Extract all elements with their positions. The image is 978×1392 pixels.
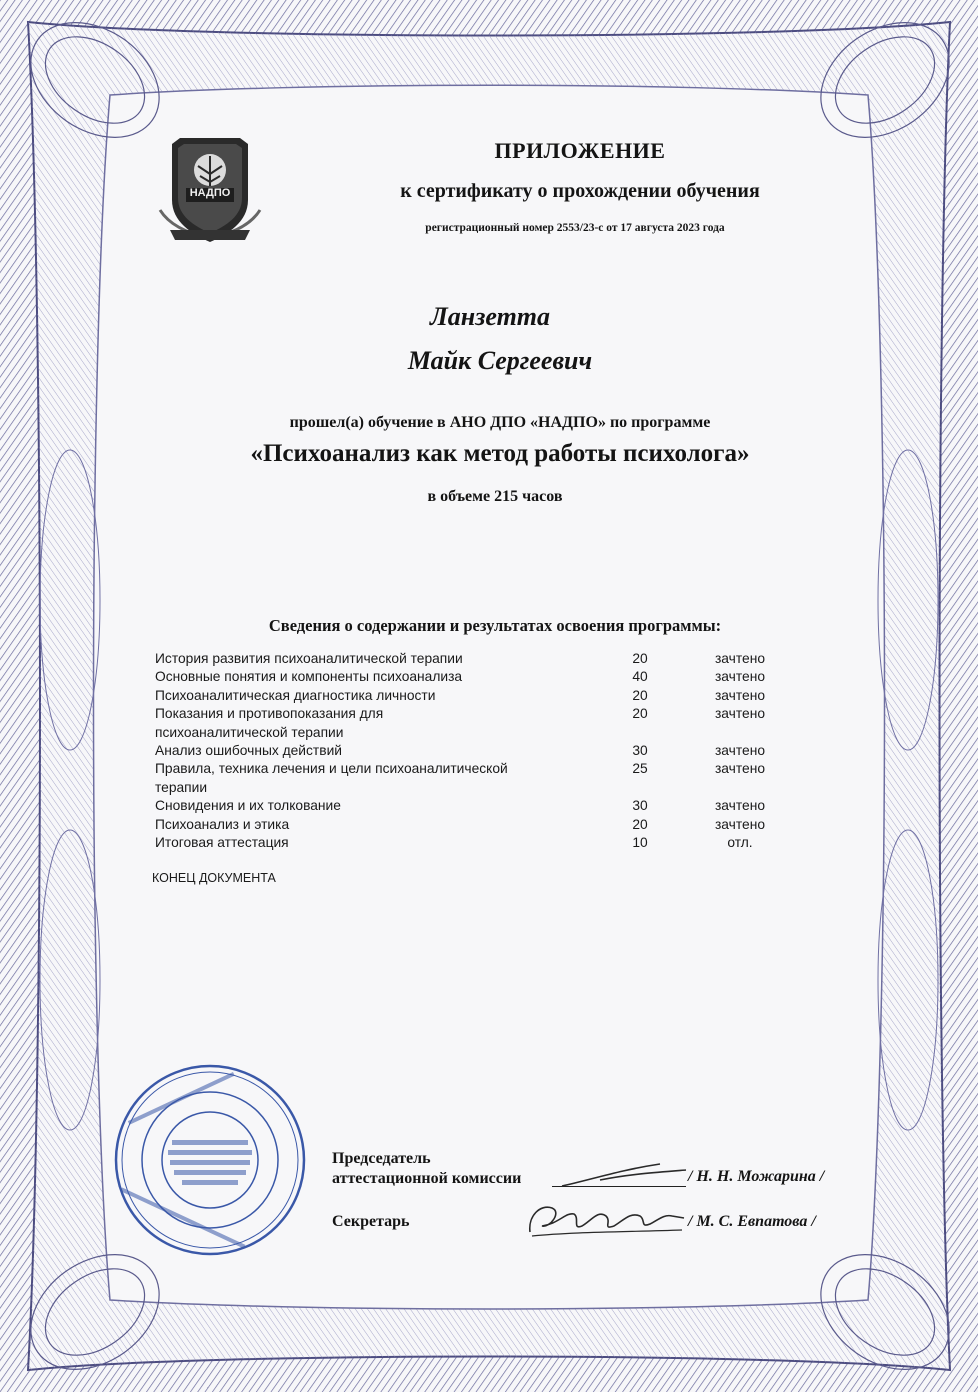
table-row (155, 650, 795, 668)
module-result: зачтено (714, 651, 765, 666)
module-result: зачтено (714, 687, 765, 703)
module-name: Психоанализ и этика (155, 816, 290, 832)
module-name-line2: терапии (155, 779, 208, 795)
module-hours: 10 (632, 835, 648, 851)
module-hours: 20 (632, 687, 648, 703)
document-subtitle: к сертификату о прохождении обучения (400, 180, 760, 202)
chair-role-line1: Председатель (332, 1150, 431, 1167)
module-name: Основные понятия и компоненты психоанализа (155, 669, 463, 685)
module-result: зачтено (714, 798, 765, 814)
module-name: Сновидения и их толкование (155, 798, 341, 814)
secretary-role: Секретарь (332, 1213, 410, 1230)
secretary-signature (522, 1196, 688, 1240)
module-name-line1: Правила, техника лечения и цели психоаналитической (155, 761, 508, 777)
module-hours: 40 (632, 669, 648, 685)
chair-name: / Н. Н. Можарина / (688, 1168, 825, 1185)
studied-statement: прошел(а) обучение в АНО ДПО «НАДПО» по программе (289, 414, 711, 431)
contents-table (155, 650, 795, 852)
chair-role-line2: аттестационной комиссии (332, 1170, 522, 1187)
module-name: Анализ ошибочных действий (155, 743, 342, 759)
table-row (155, 742, 795, 760)
recipient-given-names: Майк Сергеевич (407, 346, 593, 375)
module-name-line1: Показания и противопоказания для (155, 706, 384, 722)
module-name (155, 760, 595, 797)
module-hours: 20 (632, 816, 648, 832)
table-row (155, 760, 795, 797)
module-hours: 30 (632, 798, 648, 814)
module-result: зачтено (714, 761, 765, 777)
module-hours: 25 (632, 761, 648, 777)
chair-role (332, 1149, 521, 1189)
secretary-name: / М. С. Евпатова / (688, 1213, 816, 1230)
chair-signature (560, 1160, 690, 1192)
module-name: Психоаналитическая диагностика личности (155, 687, 436, 703)
program-name: «Психоанализ как метод работы психолога» (250, 440, 750, 467)
module-hours: 20 (632, 651, 648, 666)
module-result: зачтено (714, 706, 765, 722)
document-end: КОНЕЦ ДОКУМЕНТА (152, 871, 276, 885)
table-row (155, 834, 795, 852)
table-row (155, 705, 795, 742)
recipient-surname: Ланзетта (429, 302, 551, 331)
logo-text: НАДПО (189, 187, 231, 199)
module-result: зачтено (714, 743, 765, 759)
module-name: История развития психоаналитической терапии (155, 651, 463, 666)
contents-heading: Сведения о содержании и результатах освоения программы: (268, 616, 722, 635)
module-hours: 20 (632, 706, 648, 722)
module-result: зачтено (714, 669, 765, 685)
module-result: отл. (727, 835, 753, 851)
module-hours: 30 (632, 743, 648, 759)
module-name (155, 705, 595, 742)
module-name: Итоговая аттестация (155, 835, 289, 851)
document-title: ПРИЛОЖЕНИЕ (494, 138, 666, 163)
registration-number: регистрационный номер 2553/23-с от 17 августа 2023 года (425, 222, 725, 234)
module-name-line2: психоаналитической терапии (155, 724, 344, 740)
organization-stamp (112, 1062, 308, 1258)
program-volume: в объеме 215 часов (427, 488, 563, 505)
table-row (155, 668, 795, 686)
module-result: зачтено (714, 816, 765, 832)
table-row (155, 797, 795, 815)
table-row (155, 687, 795, 705)
table-row (155, 816, 795, 834)
